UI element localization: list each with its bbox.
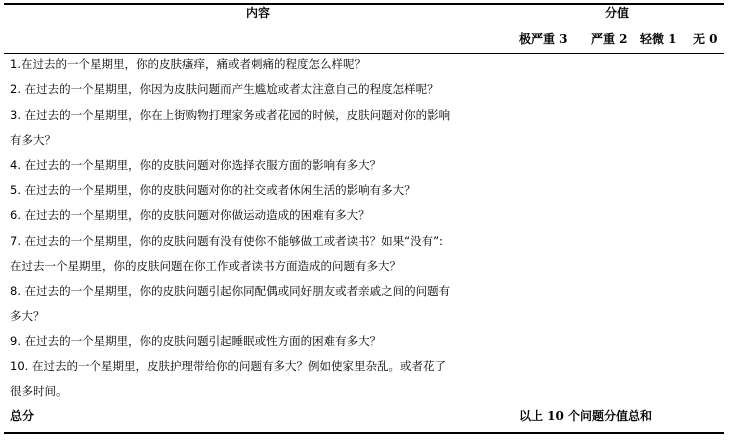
- question-8-line-1: 8. 在过去的一个星期里，你的皮肤问题引起你同配偶或同好朋友或者亲戚之间的问题有: [10, 284, 451, 298]
- question-9-line-1: 9. 在过去的一个星期里，你的皮肤问题引起睡眠或性方面的困难有多大？: [10, 334, 382, 348]
- score-col-1: 轻微 1: [640, 32, 677, 46]
- score-col-3: 极严重 3: [519, 32, 568, 46]
- question-3-line-2: 有多大？: [10, 133, 56, 147]
- header-content-label: 内容: [246, 6, 271, 20]
- question-4-line-1: 4. 在过去的一个星期里，你的皮肤问题对你选择衣服方面的影响有多大？: [10, 158, 382, 172]
- question-8-line-2: 多大？: [10, 309, 45, 323]
- score-col-0: 无 0: [693, 32, 718, 46]
- top-rule: [4, 3, 724, 5]
- question-2-line-1: 2. 在过去的一个星期里，你因为皮肤问题而产生尴尬或者太注意自己的程度怎样呢？: [10, 82, 439, 96]
- score-col-2: 严重 2: [591, 32, 628, 46]
- question-6-line-1: 6. 在过去的一个星期里，你的皮肤问题对你做运动造成的困难有多大？: [10, 208, 370, 222]
- bottom-rule: [4, 432, 724, 434]
- question-5-line-1: 5. 在过去的一个星期里，你的皮肤问题对你的社交或者休闲生活的影响有多大？: [10, 183, 416, 197]
- question-1-line-1: 1.在过去的一个星期里，你的皮肤瘙痒，痛或者刺痛的程度怎么样呢？: [10, 57, 366, 71]
- header-score-label: 分值: [605, 6, 630, 20]
- total-value: 以上 10 个问题分值总和: [519, 409, 653, 423]
- question-10-line-1: 10. 在过去的一个星期里，皮肤护理带给你的问题有多大？例如使家里杂乱。或者花了: [10, 359, 446, 373]
- question-10-line-2: 很多时间。: [10, 384, 68, 398]
- question-7-line-1: 7. 在过去的一个星期里，你的皮肤问题有没有使你不能够做工或者读书？如果“没有”:: [10, 234, 443, 248]
- question-3-line-1: 3. 在过去的一个星期里，你在上街购物打理家务或者花园的时候，皮肤问题对你的影响: [10, 108, 451, 122]
- question-7-line-2: 在过去一个星期里，你的皮肤问题在你工作或者读书方面造成的问题有多大？: [10, 259, 401, 273]
- total-label: 总分: [10, 409, 35, 423]
- header-rule: [4, 53, 724, 54]
